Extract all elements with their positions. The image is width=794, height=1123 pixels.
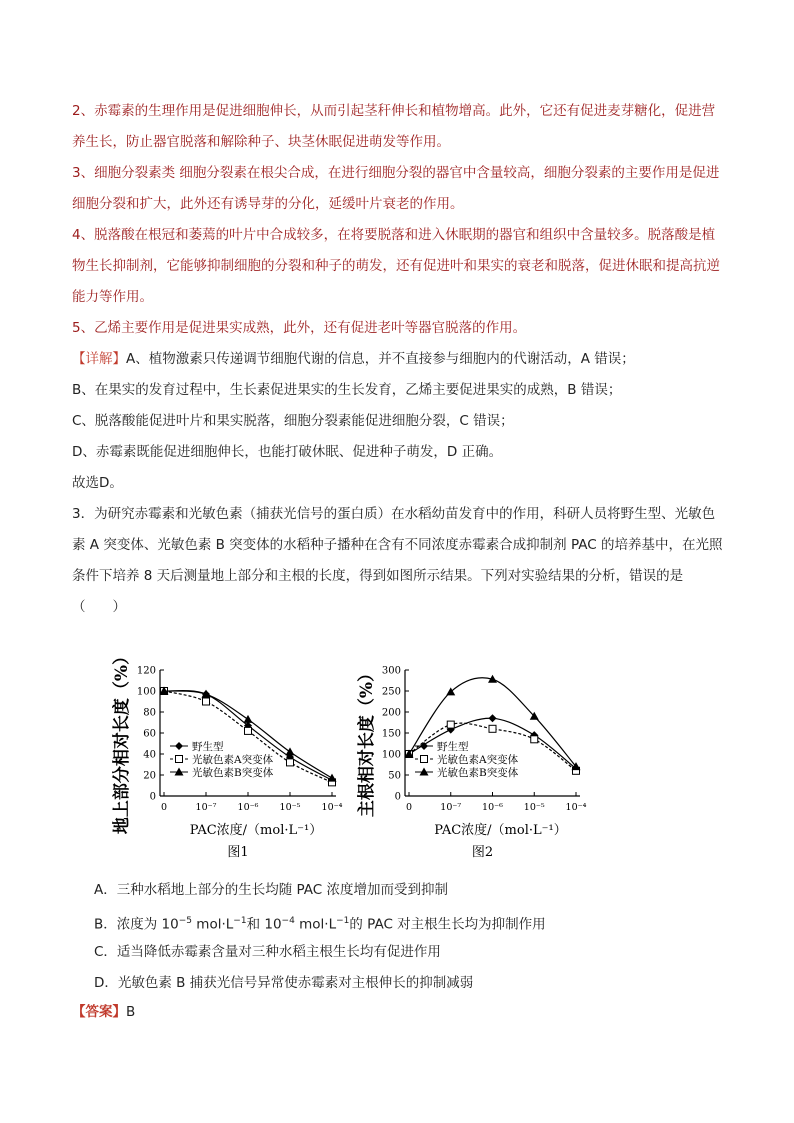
y-tick-label: 200 — [381, 707, 401, 719]
option-a: A．三种水稻地上部分的生长均随 PAC 浓度增加而受到抑制 — [94, 882, 449, 898]
y-tick-label: 100 — [381, 749, 401, 761]
detail-d: D、赤霉素既能促进细胞伸长，也能打破休眠、促进种子萌发，D 正确。 — [72, 444, 503, 460]
legend-label: 光敏色素B突变体 — [437, 767, 519, 779]
x-tick-label: 10⁻⁷ — [195, 802, 217, 813]
paragraph-abscisic-acid: 4、脱落酸在根冠和萎蔫的叶片中合成较多，在将要脱落和进入休眠期的器官和组织中含量较多。脱落酸是植物生长抑制剂，它能够抑制细胞的分裂和种子的萌发，还有促进叶和果实的衰老和脱落，促进休眠和提高抗逆能力等作用。 — [72, 227, 720, 305]
option-b-mid2: mol·L — [294, 916, 337, 933]
y-tick-label: 120 — [136, 665, 156, 677]
x-tick-label: 0 — [405, 802, 413, 813]
data-point — [531, 736, 538, 743]
legend-label: 野生型 — [192, 741, 224, 753]
y-tick-label: 0 — [149, 791, 156, 803]
question-3: 3．为研究赤霉素和光敏色素（捕获光信号的蛋白质）在水稻幼苗发育中的作用，科研人员将野生型、光敏色素 A 突变体、光敏色素 B 突变体的水稻种子播种在含有不同浓度赤霉素合成抑制剂 PAC 的培养基中，在光照条件下培养 8 天后测量地上部分和主根的长度，得到如图所示结果。下列对实验结果的分析，错误的是（ ） — [72, 506, 723, 615]
detail-b: B、在果实的发育过程中，生长素促进果实的生长发育，乙烯主要促进果实的成熟，B 错误； — [72, 382, 622, 398]
answer-label: 【答案】 — [72, 1004, 126, 1020]
x-axis-label: PAC浓度/（mol·L⁻¹） — [189, 823, 323, 838]
data-point — [203, 698, 210, 705]
data-point — [244, 715, 253, 723]
x-tick-label: 10⁻⁷ — [440, 802, 462, 813]
option-b-sup3: −4 — [281, 916, 295, 926]
paragraph-cytokinin: 3、细胞分裂素类 细胞分裂素在根尖合成，在进行细胞分裂的器官中含量较高，细胞分裂素的主要作用是促进细胞分裂和扩大，此外还有诱导芽的分化，延缓叶片衰老的作用。 — [72, 165, 720, 212]
option-d: D．光敏色素 B 捕获光信号异常使赤霉素对主根伸长的抑制减弱 — [94, 975, 474, 991]
detail-label: 【详解】 — [72, 351, 126, 367]
x-tick-label: 10⁻⁶ — [482, 802, 503, 813]
legend-marker — [176, 756, 183, 763]
chart-figure-2 — [356, 665, 587, 860]
detail-a — [72, 344, 724, 375]
y-tick-label: 250 — [381, 686, 401, 698]
data-point — [489, 714, 497, 722]
answer-value: B — [126, 1004, 136, 1020]
conclusion: 故选D。 — [72, 475, 123, 491]
y-tick-label: 80 — [143, 707, 156, 719]
legend-marker — [421, 756, 428, 763]
detail-c: C、脱落酸能促进叶片和果实脱落，细胞分裂素能促进细胞分裂，C 错误； — [72, 413, 514, 429]
y-tick-label: 60 — [143, 728, 156, 740]
x-axis-label: PAC浓度/（mol·L⁻¹） — [434, 823, 567, 838]
option-b-mid: mol·L — [192, 916, 234, 933]
y-tick-label: 300 — [381, 665, 401, 677]
answer — [72, 1000, 135, 1020]
y-tick-label: 150 — [381, 728, 401, 740]
x-tick-label: 10⁻⁵ — [279, 802, 301, 813]
y-axis-label: 地上部分相对长度（%） — [112, 647, 132, 835]
y-tick-label: 50 — [388, 770, 401, 782]
legend-label: 光敏色素B突变体 — [192, 767, 274, 779]
y-axis-label: 主根相对长度（%） — [357, 664, 377, 818]
legend-label: 光敏色素A突变体 — [437, 754, 519, 766]
chart-figure-1 — [111, 648, 343, 860]
data-point — [286, 747, 295, 755]
data-point — [287, 759, 294, 766]
y-tick-label: 20 — [143, 770, 156, 782]
x-tick-label: 10⁻⁴ — [565, 802, 587, 813]
option-b-pre: B．浓度为 10 — [94, 916, 179, 933]
legend-marker — [175, 742, 183, 750]
legend-label: 光敏色素A突变体 — [192, 754, 274, 766]
chart-caption: 图2 — [471, 845, 494, 860]
y-tick-label: 40 — [143, 749, 156, 761]
paragraph-gibberellin: 2、赤霉素的生理作用是促进细胞伸长，从而引起茎秆伸长和植物增高。此外，它还有促进麦芽糖化，促进营养生长，防止器官脱落和解除种子、块茎休眠促进萌发等作用。 — [72, 103, 716, 150]
y-tick-label: 0 — [394, 791, 401, 803]
x-tick-label: 10⁻⁵ — [523, 802, 545, 813]
chart-caption: 图1 — [227, 845, 249, 860]
option-b — [94, 911, 546, 935]
data-point — [489, 725, 496, 732]
data-point — [447, 721, 454, 728]
y-tick-label: 100 — [136, 686, 156, 698]
option-b-sup1: −5 — [178, 916, 193, 926]
x-tick-label: 0 — [160, 802, 168, 813]
x-tick-label: 10⁻⁶ — [237, 802, 259, 813]
x-tick-label: 10⁻⁴ — [321, 802, 343, 813]
option-b-sup2: −1 — [233, 916, 247, 926]
option-b-sup4: −1 — [336, 916, 350, 926]
option-b-and: 和 10 — [246, 916, 282, 933]
detail-a-text: A、植物激素只传递调节细胞代谢的信息，并不直接参与细胞内的代谢活动，A 错误； — [126, 351, 635, 367]
paragraph-ethylene: 5、乙烯主要作用是促进果实成熟，此外，还有促进老叶等器官脱落的作用。 — [72, 320, 527, 336]
legend-label: 野生型 — [437, 741, 469, 753]
data-point — [245, 727, 252, 734]
option-c: C．适当降低赤霉素含量对三种水稻主根生长均有促进作用 — [94, 944, 441, 960]
data-point — [328, 774, 337, 782]
figures — [110, 640, 610, 870]
option-b-post: 的 PAC 对主根生长均为抑制作用 — [349, 916, 546, 933]
